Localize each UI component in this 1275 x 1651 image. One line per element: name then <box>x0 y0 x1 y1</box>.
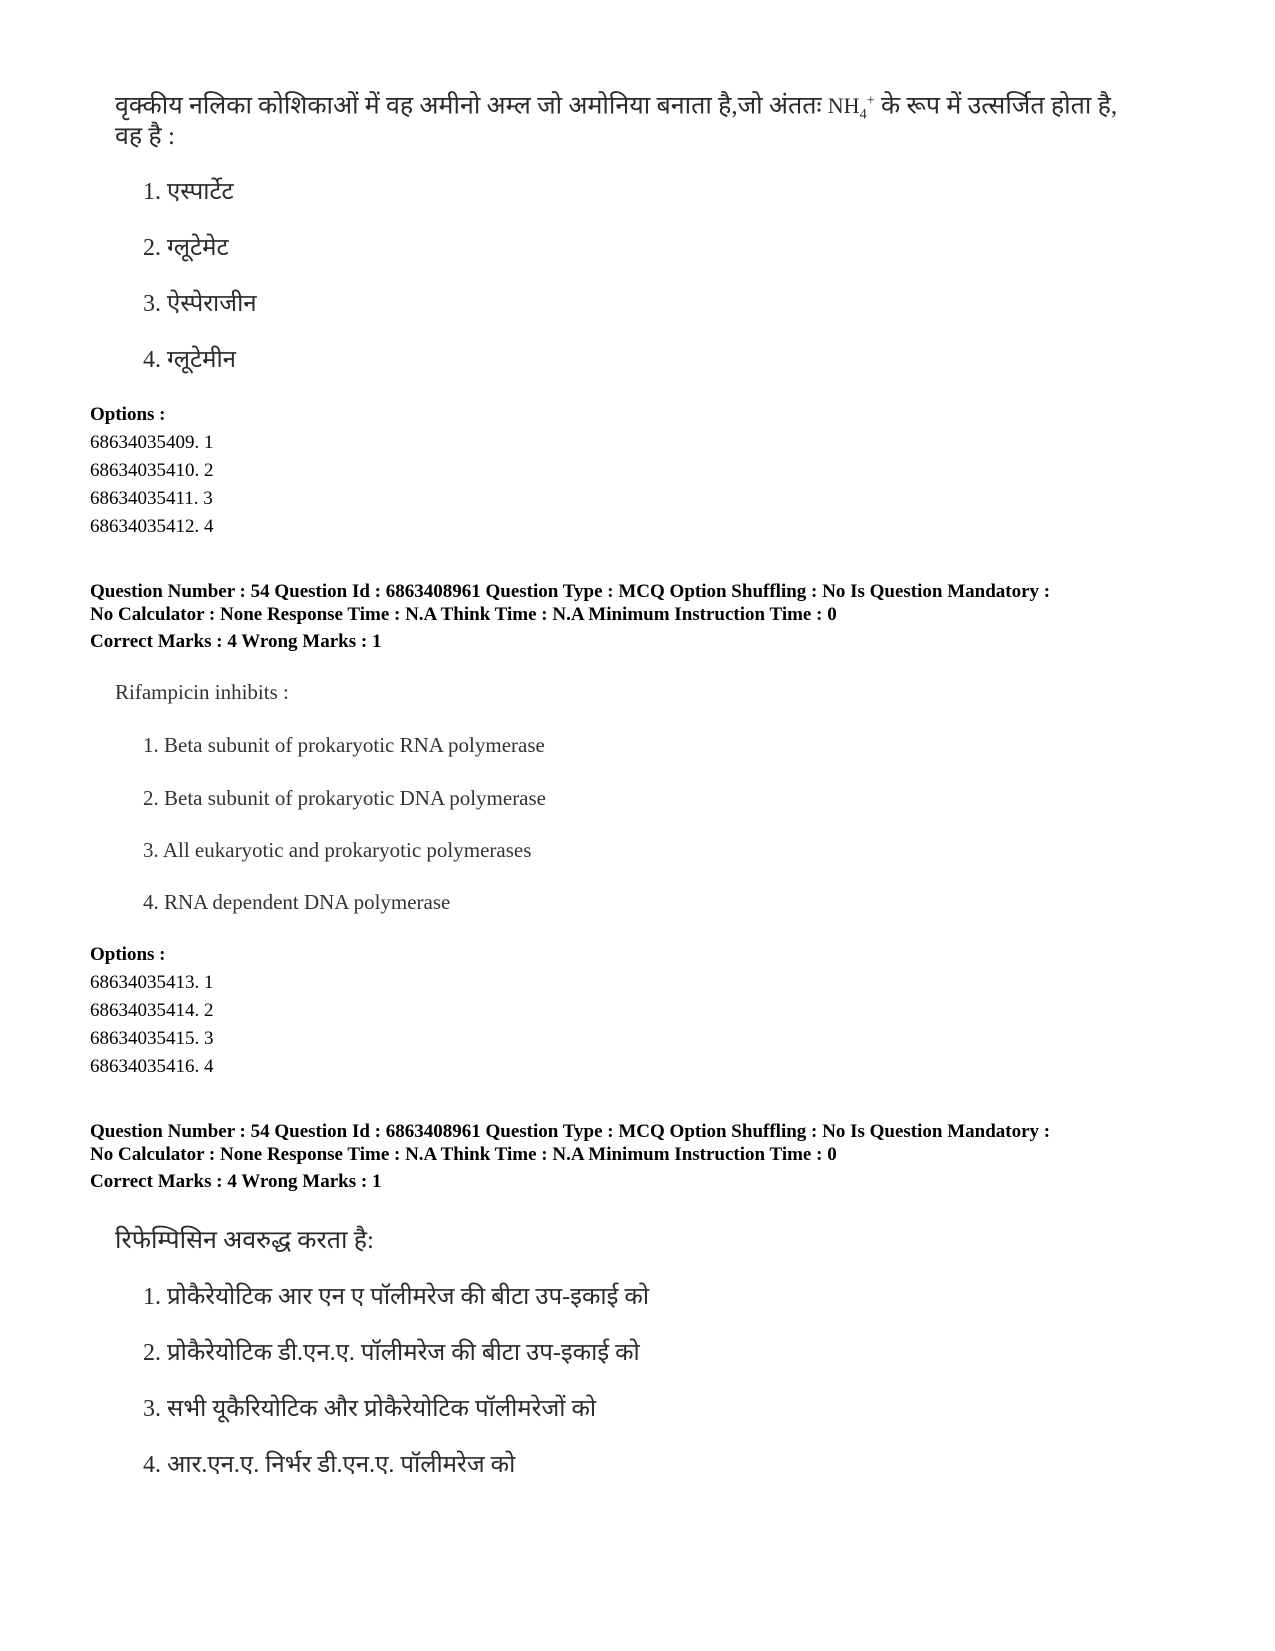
question-meta-line1: Question Number : 54 Question Id : 6863408961 Question Type : MCQ Option Shuffling : No Is Question Mandatory : <box>90 1121 1051 1142</box>
answer-choice-4: 4. आर.एन.ए. निर्भर डी.एन.ए. पॉलीमरेज को <box>143 1452 516 1478</box>
answer-choice-4: 4. ग्लूटेमीन <box>143 347 236 373</box>
option-id-3: 68634035415. 3 <box>90 1028 214 1049</box>
answer-choice-3: 3. All eukaryotic and prokaryotic polymerases <box>143 838 532 862</box>
question-meta-line1: Question Number : 54 Question Id : 6863408961 Question Type : MCQ Option Shuffling : No Is Question Mandatory : <box>90 581 1051 602</box>
answer-choice-2: 2. ग्लूटेमेट <box>143 235 229 261</box>
question-stem: रिफेम्पिसिन अवरुद्ध करता है: <box>115 1227 374 1254</box>
option-id-2: 68634035410. 2 <box>90 460 214 481</box>
question-marks: Correct Marks : 4 Wrong Marks : 1 <box>90 1171 382 1192</box>
options-label: Options : <box>90 944 166 965</box>
option-id-4: 68634035412. 4 <box>90 516 214 537</box>
question-stem-line2: वह है : <box>115 123 175 150</box>
option-id-3: 68634035411. 3 <box>90 488 213 509</box>
option-id-4: 68634035416. 4 <box>90 1056 214 1077</box>
question-stem: Rifampicin inhibits : <box>115 680 289 704</box>
question-marks: Correct Marks : 4 Wrong Marks : 1 <box>90 631 382 652</box>
ammonium-formula: $NH_4^+$ <box>827 93 875 123</box>
answer-choice-3: 3. सभी यूकैरियोटिक और प्रोकैरेयोटिक पॉलीमरेजों को <box>143 1396 597 1422</box>
option-id-2: 68634035414. 2 <box>90 1000 214 1021</box>
answer-choice-2: 2. Beta subunit of prokaryotic DNA polymerase <box>143 786 546 810</box>
answer-choice-3: 3. ऐस्पेराजीन <box>143 291 257 317</box>
option-id-1: 68634035409. 1 <box>90 432 214 453</box>
answer-choice-1: 1. प्रोकैरेयोटिक आर एन ए पॉलीमरेज की बीटा उप-इकाई को <box>143 1284 650 1310</box>
answer-choice-2: 2. प्रोकैरेयोटिक डी.एन.ए. पॉलीमरेज की बीटा उप-इकाई को <box>143 1340 640 1366</box>
options-label: Options : <box>90 404 166 425</box>
answer-choice-1: 1. Beta subunit of prokaryotic RNA polymerase <box>143 733 545 757</box>
answer-choice-4: 4. RNA dependent DNA polymerase <box>143 890 451 914</box>
question-meta-line2: No Calculator : None Response Time : N.A Think Time : N.A Minimum Instruction Time : 0 <box>90 604 837 625</box>
question-stem-line1: वृक्कीय नलिका कोशिकाओं में वह अमीनो अम्ल जो अमोनिया बनाता है,जो अंततः $NH_4^+$ के रूप में उत्सर्जित होता है, <box>115 92 1118 123</box>
answer-choice-1: 1. एस्पार्टेट <box>143 179 234 205</box>
option-id-1: 68634035413. 1 <box>90 972 214 993</box>
question-meta-line2: No Calculator : None Response Time : N.A Think Time : N.A Minimum Instruction Time : 0 <box>90 1144 837 1165</box>
